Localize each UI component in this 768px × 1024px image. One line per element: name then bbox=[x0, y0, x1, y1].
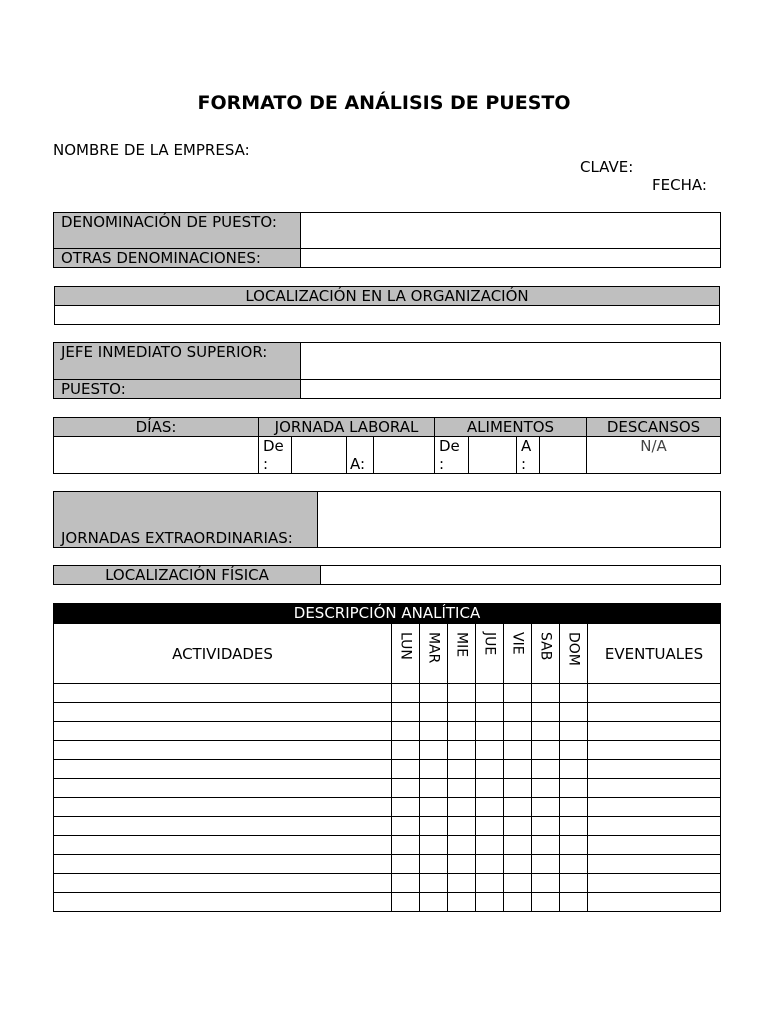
eventual-cell[interactable] bbox=[588, 741, 721, 760]
day-check-cell[interactable] bbox=[420, 836, 448, 855]
day-label: DOM bbox=[565, 632, 582, 666]
day-check-cell[interactable] bbox=[504, 741, 532, 760]
descripcion-table bbox=[53, 603, 721, 912]
horario-table bbox=[53, 417, 721, 474]
jornada-de-field[interactable] bbox=[292, 437, 347, 474]
day-check-cell[interactable] bbox=[560, 760, 588, 779]
table-row bbox=[54, 874, 721, 893]
day-check-cell[interactable] bbox=[392, 741, 420, 760]
activity-cell[interactable] bbox=[54, 855, 392, 874]
localizacion-org-header: LOCALIZACIÓN EN LA ORGANIZACIÓN bbox=[55, 287, 720, 306]
eventual-cell[interactable] bbox=[588, 798, 721, 817]
day-label: LUN bbox=[397, 632, 414, 660]
extra-table bbox=[53, 491, 721, 548]
activity-cell[interactable] bbox=[54, 779, 392, 798]
day-check-cell[interactable] bbox=[504, 703, 532, 722]
day-check-cell[interactable] bbox=[532, 779, 560, 798]
day-check-cell[interactable] bbox=[392, 836, 420, 855]
extra-field[interactable] bbox=[318, 492, 721, 548]
activity-cell[interactable] bbox=[54, 703, 392, 722]
day-check-cell[interactable] bbox=[560, 722, 588, 741]
day-check-cell[interactable] bbox=[476, 874, 504, 893]
activity-rows bbox=[54, 684, 721, 912]
form-title: FORMATO DE ANÁLISIS DE PUESTO bbox=[197, 92, 571, 114]
day-check-cell[interactable] bbox=[476, 817, 504, 836]
day-check-cell[interactable] bbox=[420, 779, 448, 798]
descansos-value: N/A bbox=[587, 437, 721, 474]
day-check-cell[interactable] bbox=[532, 703, 560, 722]
day-check-cell[interactable] bbox=[476, 684, 504, 703]
day-check-cell[interactable] bbox=[420, 684, 448, 703]
puesto-table bbox=[53, 212, 721, 268]
day-check-cell[interactable] bbox=[532, 874, 560, 893]
day-label: JUE bbox=[481, 632, 498, 656]
day-check-cell[interactable] bbox=[392, 893, 420, 912]
day-check-cell[interactable] bbox=[560, 798, 588, 817]
activity-cell[interactable] bbox=[54, 741, 392, 760]
table-row bbox=[54, 798, 721, 817]
denominacion-field[interactable] bbox=[301, 213, 721, 249]
day-check-cell[interactable] bbox=[448, 741, 476, 760]
day-check-cell[interactable] bbox=[448, 817, 476, 836]
table-row bbox=[54, 760, 721, 779]
day-header-dom bbox=[560, 624, 588, 684]
day-check-cell[interactable] bbox=[448, 874, 476, 893]
day-check-cell[interactable] bbox=[560, 779, 588, 798]
eventual-cell[interactable] bbox=[588, 722, 721, 741]
eventual-cell[interactable] bbox=[588, 855, 721, 874]
dias-header: DÍAS: bbox=[54, 418, 259, 437]
day-check-cell[interactable] bbox=[448, 893, 476, 912]
activity-cell[interactable] bbox=[54, 684, 392, 703]
day-check-cell[interactable] bbox=[420, 703, 448, 722]
table-row bbox=[54, 855, 721, 874]
day-check-cell[interactable] bbox=[504, 798, 532, 817]
day-check-cell[interactable] bbox=[392, 817, 420, 836]
day-check-cell[interactable] bbox=[504, 836, 532, 855]
activity-cell[interactable] bbox=[54, 798, 392, 817]
day-check-cell[interactable] bbox=[560, 684, 588, 703]
fecha-label: FECHA: bbox=[652, 176, 707, 194]
day-check-cell[interactable] bbox=[476, 722, 504, 741]
otras-field[interactable] bbox=[301, 249, 721, 268]
day-check-cell[interactable] bbox=[448, 836, 476, 855]
otras-label: OTRAS DENOMINACIONES: bbox=[54, 249, 301, 268]
day-check-cell[interactable] bbox=[532, 722, 560, 741]
day-check-cell[interactable] bbox=[476, 798, 504, 817]
day-check-cell[interactable] bbox=[448, 722, 476, 741]
table-row bbox=[54, 779, 721, 798]
day-check-cell[interactable] bbox=[532, 817, 560, 836]
dias-field[interactable] bbox=[54, 437, 259, 474]
denominacion-label: DENOMINACIÓN DE PUESTO: bbox=[54, 213, 301, 249]
table-row bbox=[54, 722, 721, 741]
day-check-cell[interactable] bbox=[392, 798, 420, 817]
day-check-cell[interactable] bbox=[532, 836, 560, 855]
puesto-field[interactable] bbox=[301, 380, 721, 399]
table-row bbox=[54, 836, 721, 855]
day-check-cell[interactable] bbox=[476, 703, 504, 722]
day-check-cell[interactable] bbox=[560, 855, 588, 874]
table-row bbox=[54, 741, 721, 760]
day-check-cell[interactable] bbox=[532, 760, 560, 779]
activity-cell[interactable] bbox=[54, 836, 392, 855]
alimentos-a-field[interactable] bbox=[540, 437, 587, 474]
day-check-cell[interactable] bbox=[504, 874, 532, 893]
jornada-header: JORNADA LABORAL bbox=[259, 418, 435, 437]
day-header-jue bbox=[476, 624, 504, 684]
eventual-cell[interactable] bbox=[588, 874, 721, 893]
localizacion-org-table bbox=[54, 286, 720, 325]
day-check-cell[interactable] bbox=[532, 741, 560, 760]
alimentos-header: ALIMENTOS bbox=[435, 418, 587, 437]
day-check-cell[interactable] bbox=[476, 855, 504, 874]
table-row bbox=[54, 684, 721, 703]
descansos-header: DESCANSOS bbox=[587, 418, 721, 437]
day-check-cell[interactable] bbox=[392, 779, 420, 798]
day-check-cell[interactable] bbox=[532, 893, 560, 912]
day-check-cell[interactable] bbox=[420, 855, 448, 874]
day-check-cell[interactable] bbox=[448, 855, 476, 874]
day-check-cell[interactable] bbox=[448, 684, 476, 703]
empresa-label: NOMBRE DE LA EMPRESA: bbox=[53, 141, 250, 159]
clave-label: CLAVE: bbox=[580, 158, 634, 176]
jefe-table bbox=[53, 342, 721, 399]
day-check-cell[interactable] bbox=[448, 760, 476, 779]
jornada-a-field[interactable] bbox=[374, 437, 435, 474]
puesto-label: PUESTO: bbox=[54, 380, 301, 399]
day-check-cell[interactable] bbox=[476, 741, 504, 760]
table-row bbox=[54, 703, 721, 722]
day-check-cell[interactable] bbox=[532, 855, 560, 874]
day-check-cell[interactable] bbox=[504, 684, 532, 703]
day-check-cell[interactable] bbox=[392, 684, 420, 703]
day-check-cell[interactable] bbox=[560, 836, 588, 855]
day-check-cell[interactable] bbox=[532, 684, 560, 703]
day-label: VIE bbox=[509, 632, 526, 655]
day-check-cell[interactable] bbox=[448, 798, 476, 817]
jornada-de-label: De : bbox=[259, 437, 292, 474]
day-header-lun bbox=[392, 624, 420, 684]
eventual-cell[interactable] bbox=[588, 760, 721, 779]
activity-cell[interactable] bbox=[54, 817, 392, 836]
day-check-cell[interactable] bbox=[448, 779, 476, 798]
day-check-cell[interactable] bbox=[420, 760, 448, 779]
day-check-cell[interactable] bbox=[420, 741, 448, 760]
fisica-label: LOCALIZACIÓN FÍSICA bbox=[54, 566, 321, 585]
day-check-cell[interactable] bbox=[476, 836, 504, 855]
day-check-cell[interactable] bbox=[392, 874, 420, 893]
activity-cell[interactable] bbox=[54, 722, 392, 741]
activity-cell[interactable] bbox=[54, 893, 392, 912]
day-header-sab bbox=[532, 624, 560, 684]
day-check-cell[interactable] bbox=[504, 855, 532, 874]
eventual-cell[interactable] bbox=[588, 684, 721, 703]
day-check-cell[interactable] bbox=[560, 874, 588, 893]
table-row bbox=[54, 893, 721, 912]
day-check-cell[interactable] bbox=[560, 817, 588, 836]
day-check-cell[interactable] bbox=[532, 798, 560, 817]
table-row bbox=[54, 817, 721, 836]
descripcion-header: DESCRIPCIÓN ANALÍTICA bbox=[54, 604, 721, 624]
day-check-cell[interactable] bbox=[392, 703, 420, 722]
fisica-table bbox=[53, 565, 721, 585]
eventual-cell[interactable] bbox=[588, 893, 721, 912]
jornada-a-label: A: bbox=[347, 437, 374, 474]
localizacion-org-field[interactable] bbox=[55, 306, 720, 325]
eventual-cell[interactable] bbox=[588, 817, 721, 836]
eventuales-header: EVENTUALES bbox=[588, 624, 721, 684]
eventual-cell[interactable] bbox=[588, 779, 721, 798]
day-check-cell[interactable] bbox=[392, 760, 420, 779]
day-check-cell[interactable] bbox=[420, 817, 448, 836]
day-check-cell[interactable] bbox=[476, 779, 504, 798]
day-check-cell[interactable] bbox=[504, 722, 532, 741]
day-check-cell[interactable] bbox=[392, 855, 420, 874]
day-check-cell[interactable] bbox=[420, 722, 448, 741]
day-check-cell[interactable] bbox=[448, 703, 476, 722]
day-check-cell[interactable] bbox=[392, 722, 420, 741]
eventual-cell[interactable] bbox=[588, 836, 721, 855]
day-check-cell[interactable] bbox=[504, 779, 532, 798]
day-header-vie bbox=[504, 624, 532, 684]
day-check-cell[interactable] bbox=[504, 893, 532, 912]
fisica-field[interactable] bbox=[321, 566, 721, 585]
day-header-mie bbox=[448, 624, 476, 684]
alimentos-a-label: A : bbox=[517, 437, 540, 474]
activity-cell[interactable] bbox=[54, 760, 392, 779]
day-check-cell[interactable] bbox=[560, 893, 588, 912]
day-check-cell[interactable] bbox=[504, 760, 532, 779]
day-check-cell[interactable] bbox=[420, 874, 448, 893]
day-check-cell[interactable] bbox=[560, 703, 588, 722]
day-check-cell[interactable] bbox=[476, 893, 504, 912]
alimentos-de-field[interactable] bbox=[469, 437, 517, 474]
jefe-label: JEFE INMEDIATO SUPERIOR: bbox=[54, 343, 301, 380]
day-check-cell[interactable] bbox=[504, 817, 532, 836]
actividades-header: ACTIVIDADES bbox=[54, 624, 392, 684]
day-check-cell[interactable] bbox=[420, 893, 448, 912]
alimentos-de-label: De : bbox=[435, 437, 469, 474]
day-check-cell[interactable] bbox=[560, 741, 588, 760]
extra-label: JORNADAS EXTRAORDINARIAS: bbox=[54, 492, 318, 548]
day-check-cell[interactable] bbox=[476, 760, 504, 779]
day-label: SAB bbox=[537, 632, 554, 661]
day-label: MIE bbox=[453, 632, 470, 658]
activity-cell[interactable] bbox=[54, 874, 392, 893]
day-check-cell[interactable] bbox=[420, 798, 448, 817]
day-header-mar bbox=[420, 624, 448, 684]
jefe-field[interactable] bbox=[301, 343, 721, 380]
eventual-cell[interactable] bbox=[588, 703, 721, 722]
day-label: MAR bbox=[425, 632, 442, 664]
